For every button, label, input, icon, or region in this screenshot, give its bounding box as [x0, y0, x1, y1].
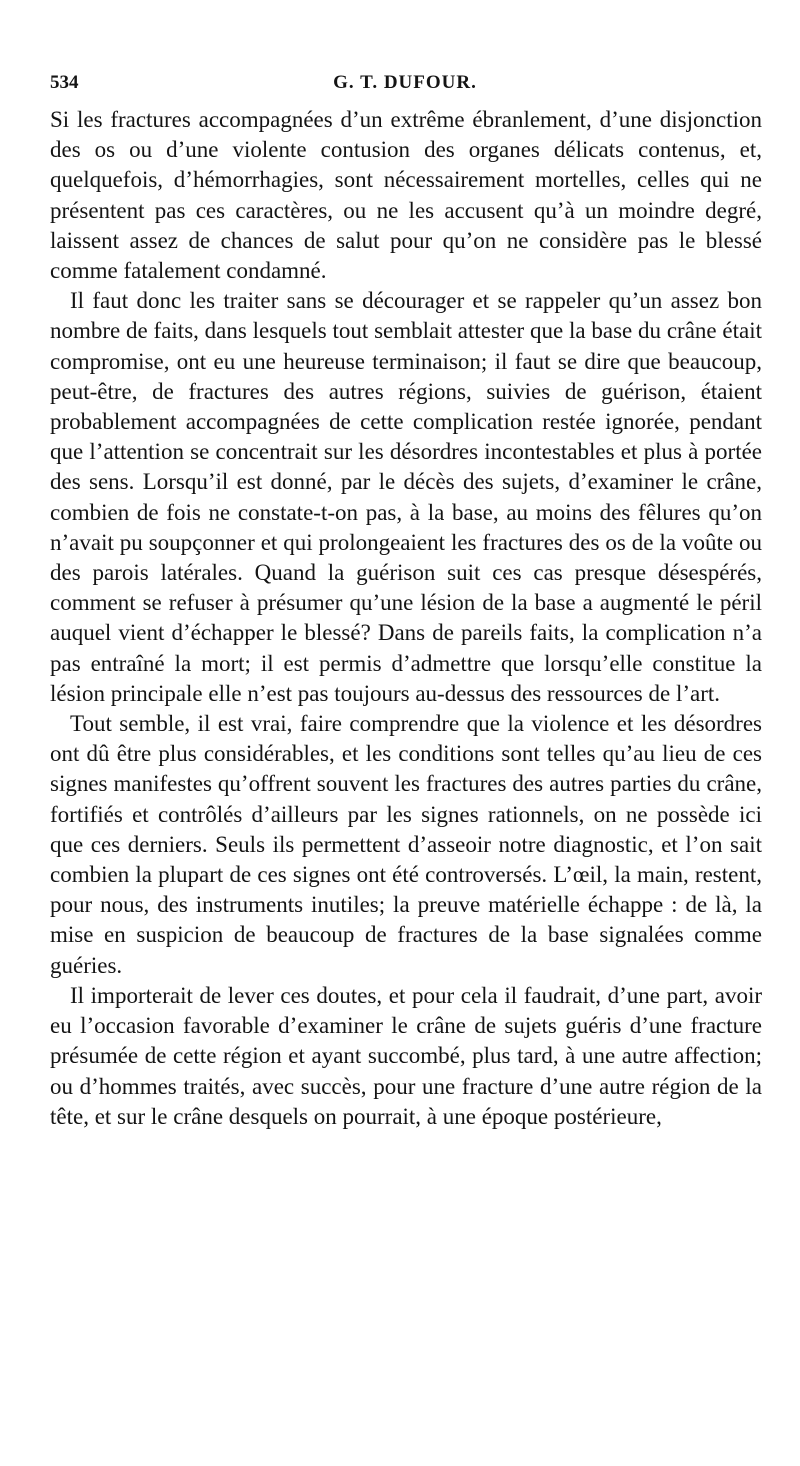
running-head [50, 72, 760, 100]
paragraph-4: Il importerait de lever ces doutes, et pour cela il faudrait, d’une part, avoir eu l’occasion favorable d’examiner le crâne de sujets guéris d’une fracture présumée de cette région et ayant succombé, plus tard, à une autre affection; ou d’hommes traités, avec succès, pour une fracture d’une autre région de la tête, et sur le crâne desquels on pourrait, à une époque postérieure, [50, 982, 762, 1129]
paragraph-1: Si les fractures accompagnées d’un extrême ébranlement, d’une disjonction des os ou d’une violente contusion des organes délicats contenus, et, quelquefois, d’hémorrhagies, sont nécessairement mortelles, celles qui ne présentent pas ces caractères, ou ne les accusent qu’à un moindre degré, laissent assez de chances de salut pour qu’on ne considère pas le blessé comme fatalement condamné. [50, 107, 762, 284]
paragraph-3: Tout semble, il est vrai, faire comprendre que la violence et les désordres ont dû être plus considérables, et les conditions sont telles qu’au lieu de ces signes manifestes qu’offrent souvent les fractures des autres parties du crâne, fortifiés et contrôlés d’ailleurs par les signes rationnels, on ne possède ici que ces derniers. Seuls ils permettent d’asseoir notre diagnostic, et l’on sait combien la plupart de ces signes ont été controversés. L’œil, la main, restent, pour nous, des instruments inutiles; la preuve matérielle échappe : de là, la mise en suspicion de beaucoup de fractures de la base signalées comme guéries. [50, 711, 762, 978]
page-number: 534 [50, 72, 79, 93]
running-head-author: G. T. DUFOUR. [333, 72, 477, 93]
body-text [50, 105, 762, 1132]
paragraph-2: Il faut donc les traiter sans se décourager et se rappeler qu’un assez bon nombre de faits, dans lesquels tout semblait attester que la base du crâne était compromise, ont eu une heureuse terminaison; il faut se dire que beaucoup, peut-être, de fractures des autres régions, suivies de guérison, étaient probablement accompagnées de cette complication restée ignorée, pendant que l’attention se concentrait sur les désordres incontestables et plus à portée des sens. Lorsqu’il est donné, par le décès des sujets, d’examiner le crâne, combien de fois ne constate-t-on pas, à la base, au moins des fêlures qu’on n’avait pu soupçonner et qui prolongeaient les fractures des os de la voûte ou des parois latérales. Quand la guérison suit ces cas presque désespérés, comment se refuser à présumer qu’une lésion de la base a augmenté le péril auquel vient d’échapper le blessé? Dans de pareils faits, la complication n’a pas entraîné la mort; il est permis d’admettre que lorsqu’elle constitue la lésion principale elle n’est pas toujours au-dessus des ressources de l’art. [50, 288, 762, 706]
